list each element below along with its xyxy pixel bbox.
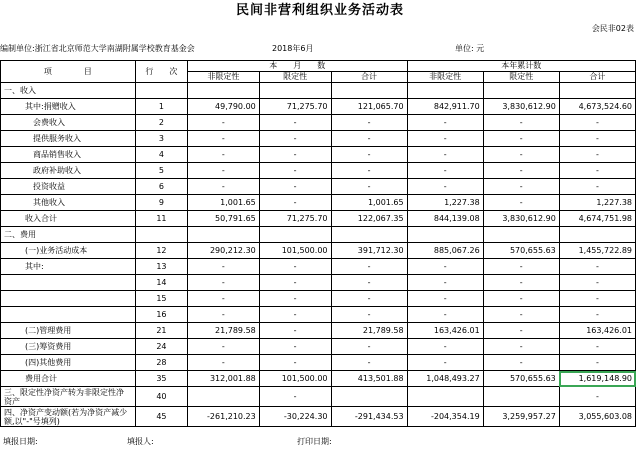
cell-month-unrestricted[interactable]: 21,789.58 (188, 323, 260, 339)
table-row (1, 323, 636, 339)
row-seq: 1 (135, 99, 187, 115)
cell-month-total[interactable]: - (331, 179, 407, 195)
cell-ytd-restricted[interactable]: - (483, 147, 559, 163)
cell-ytd-restricted[interactable] (483, 227, 559, 243)
cell-ytd-restricted[interactable]: - (483, 179, 559, 195)
report-period: 2018年6月 (272, 44, 314, 53)
row-item-label: 二、费用 (1, 227, 136, 243)
cell-month-restricted[interactable]: - (259, 387, 331, 407)
header-ytd-total: 合计 (559, 72, 635, 83)
cell-month-restricted[interactable]: - (259, 339, 331, 355)
cell-month-total[interactable]: 122,067.35 (331, 211, 407, 227)
table-row (1, 371, 636, 387)
form-code: 会民非02表 (591, 24, 634, 33)
cell-ytd-restricted[interactable]: - (483, 323, 559, 339)
cell-month-unrestricted[interactable]: 290,212.30 (188, 243, 260, 259)
cell-ytd-unrestricted[interactable]: 1,227.38 (407, 195, 483, 211)
row-seq: 24 (135, 339, 187, 355)
cell-ytd-total[interactable]: - (559, 163, 635, 179)
row-seq: 5 (135, 163, 187, 179)
cell-ytd-unrestricted[interactable]: - (407, 147, 483, 163)
cell-month-restricted[interactable]: - (259, 259, 331, 275)
cell-month-unrestricted[interactable]: - (188, 163, 260, 179)
cell-ytd-unrestricted[interactable]: - (407, 259, 483, 275)
header-ytd-unrestricted: 非限定性 (407, 72, 483, 83)
cell-ytd-total[interactable] (559, 83, 635, 99)
cell-month-unrestricted[interactable]: -261,210.23 (188, 407, 260, 427)
header-row-1 (1, 61, 636, 72)
table-row (1, 291, 636, 307)
cell-month-total[interactable]: 21,789.58 (331, 323, 407, 339)
cell-ytd-restricted[interactable]: - (483, 307, 559, 323)
cell-ytd-unrestricted[interactable]: - (407, 339, 483, 355)
cell-ytd-total[interactable]: - (559, 179, 635, 195)
cell-month-restricted[interactable]: 101,500.00 (259, 243, 331, 259)
row-seq: 16 (135, 307, 187, 323)
print-date-label: 打印日期: (297, 437, 332, 446)
cell-ytd-restricted[interactable]: - (483, 163, 559, 179)
fill-date-label: 填报日期: (3, 437, 38, 446)
cell-ytd-total[interactable]: 163,426.01 (559, 323, 635, 339)
row-item-label: 政府补助收入 (1, 163, 136, 179)
cell-month-total[interactable]: - (331, 163, 407, 179)
row-item-label: 商品销售收入 (1, 147, 136, 163)
cell-month-total[interactable] (331, 227, 407, 243)
cell-month-restricted[interactable] (259, 227, 331, 243)
row-item-label: (三)筹资费用 (1, 339, 136, 355)
cell-ytd-restricted[interactable]: - (483, 259, 559, 275)
cell-month-restricted[interactable]: - (259, 163, 331, 179)
cell-month-unrestricted[interactable]: - (188, 147, 260, 163)
cell-month-restricted[interactable] (259, 83, 331, 99)
cell-month-total[interactable]: - (331, 147, 407, 163)
row-item-label: 其中:捐赠收入 (1, 99, 136, 115)
row-item-label: 提供服务收入 (1, 131, 136, 147)
cell-ytd-unrestricted[interactable]: 885,067.26 (407, 243, 483, 259)
row-seq: 12 (135, 243, 187, 259)
cell-ytd-restricted[interactable]: - (483, 339, 559, 355)
cell-ytd-total[interactable]: - (559, 387, 635, 407)
row-item-label: 四、净资产变动额(若为净资产减少额,以"-"号填列) (1, 407, 136, 427)
row-seq: 11 (135, 211, 187, 227)
cell-ytd-unrestricted[interactable]: - (407, 179, 483, 195)
cell-ytd-unrestricted[interactable] (407, 83, 483, 99)
header-item: 项 目 (1, 61, 136, 83)
cell-month-restricted[interactable]: - (259, 147, 331, 163)
cell-month-unrestricted[interactable]: 50,791.65 (188, 211, 260, 227)
cell-ytd-restricted[interactable]: - (483, 291, 559, 307)
cell-ytd-unrestricted[interactable]: - (407, 355, 483, 371)
row-item-label: 会费收入 (1, 115, 136, 131)
row-seq: 21 (135, 323, 187, 339)
currency-unit: 单位: 元 (455, 44, 485, 53)
cell-month-unrestricted[interactable]: - (188, 307, 260, 323)
cell-month-unrestricted[interactable]: - (188, 179, 260, 195)
cell-ytd-unrestricted[interactable]: - (407, 307, 483, 323)
cell-ytd-restricted[interactable]: - (483, 275, 559, 291)
row-seq: 4 (135, 147, 187, 163)
table-row (1, 259, 636, 275)
row-seq: 35 (135, 371, 187, 387)
table-row (1, 131, 636, 147)
cell-month-restricted[interactable]: - (259, 355, 331, 371)
cell-month-total[interactable]: -291,434.53 (331, 407, 407, 427)
table-row (1, 115, 636, 131)
table-row (1, 275, 636, 291)
row-seq: 6 (135, 179, 187, 195)
cell-ytd-restricted[interactable]: 3,830,612.90 (483, 211, 559, 227)
cell-month-unrestricted[interactable] (188, 387, 260, 407)
row-item-label: (一)业务活动成本 (1, 243, 136, 259)
cell-month-restricted[interactable]: 101,500.00 (259, 371, 331, 387)
cell-ytd-total[interactable]: 1,619,148.90 (559, 371, 635, 387)
cell-ytd-unrestricted[interactable]: - (407, 291, 483, 307)
cell-ytd-restricted[interactable]: 3,259,957.27 (483, 407, 559, 427)
cell-ytd-unrestricted[interactable]: 842,911.70 (407, 99, 483, 115)
cell-ytd-unrestricted[interactable]: - (407, 163, 483, 179)
cell-ytd-total[interactable]: 4,674,751.98 (559, 211, 635, 227)
cell-month-restricted[interactable]: - (259, 307, 331, 323)
cell-month-unrestricted[interactable]: - (188, 259, 260, 275)
table-row (1, 407, 636, 427)
row-item-label: 三、限定性净资产转为非限定性净资产 (1, 387, 136, 407)
row-seq: 28 (135, 355, 187, 371)
cell-month-total[interactable]: 1,001.65 (331, 195, 407, 211)
cell-ytd-unrestricted[interactable]: 163,426.01 (407, 323, 483, 339)
cell-ytd-restricted[interactable]: 570,655.63 (483, 243, 559, 259)
cell-ytd-total[interactable]: - (559, 259, 635, 275)
table-row (1, 355, 636, 371)
header-month-total: 合计 (331, 72, 407, 83)
cell-month-total[interactable]: - (331, 307, 407, 323)
cell-month-restricted[interactable]: - (259, 195, 331, 211)
cell-ytd-restricted[interactable]: - (483, 131, 559, 147)
table-row (1, 147, 636, 163)
cell-month-total[interactable] (331, 83, 407, 99)
cell-month-unrestricted[interactable]: - (188, 339, 260, 355)
table-row (1, 195, 636, 211)
cell-ytd-restricted[interactable]: 3,830,612.90 (483, 99, 559, 115)
table-row (1, 243, 636, 259)
cell-month-total[interactable]: 413,501.88 (331, 371, 407, 387)
header-ytd: 本年累计数 (407, 61, 635, 72)
row-seq: 14 (135, 275, 187, 291)
row-seq: 15 (135, 291, 187, 307)
row-seq: 40 (135, 387, 187, 407)
row-item-label (1, 291, 136, 307)
cell-ytd-total[interactable]: - (559, 307, 635, 323)
row-seq: 3 (135, 131, 187, 147)
cell-month-total[interactable]: - (331, 259, 407, 275)
table-row (1, 99, 636, 115)
table-row (1, 83, 636, 99)
header-month-restricted: 限定性 (259, 72, 331, 83)
header-this-month: 本 月 数 (188, 61, 408, 72)
cell-month-restricted[interactable]: 71,275.70 (259, 99, 331, 115)
cell-ytd-restricted[interactable] (483, 83, 559, 99)
cell-ytd-total[interactable]: - (559, 291, 635, 307)
report-title: 民间非营利组织业务活动表 (235, 3, 404, 18)
table-row (1, 307, 636, 323)
cell-ytd-total[interactable]: - (559, 131, 635, 147)
cell-ytd-total[interactable]: 4,673,524.60 (559, 99, 635, 115)
row-item-label (1, 275, 136, 291)
row-seq: 2 (135, 115, 187, 131)
cell-ytd-unrestricted[interactable]: - (407, 275, 483, 291)
cell-month-total[interactable]: - (331, 291, 407, 307)
cell-month-restricted[interactable]: - (259, 323, 331, 339)
cell-ytd-unrestricted[interactable]: - (407, 115, 483, 131)
table-row (1, 211, 636, 227)
cell-month-unrestricted[interactable]: - (188, 291, 260, 307)
cell-ytd-unrestricted[interactable]: -204,354.19 (407, 407, 483, 427)
cell-ytd-restricted[interactable] (483, 387, 559, 407)
activity-statement-table (0, 60, 636, 427)
row-seq (135, 227, 187, 243)
cell-month-restricted[interactable]: - (259, 291, 331, 307)
cell-month-unrestricted[interactable]: 49,790.00 (188, 99, 260, 115)
cell-month-unrestricted[interactable]: - (188, 115, 260, 131)
row-seq: 13 (135, 259, 187, 275)
cell-ytd-unrestricted[interactable]: - (407, 131, 483, 147)
cell-ytd-restricted[interactable]: - (483, 195, 559, 211)
reporting-unit: 编制单位:浙江省北京师范大学南湖附属学校教育基金会 (0, 44, 195, 53)
row-item-label: 一、收入 (1, 83, 136, 99)
cell-ytd-total[interactable]: 1,227.38 (559, 195, 635, 211)
row-item-label: (二)管理费用 (1, 323, 136, 339)
cell-ytd-unrestricted[interactable] (407, 227, 483, 243)
row-seq (135, 83, 187, 99)
header-ytd-restricted: 限定性 (483, 72, 559, 83)
row-item-label: 其中: (1, 259, 136, 275)
cell-month-unrestricted[interactable]: - (188, 275, 260, 291)
row-item-label: 收入合计 (1, 211, 136, 227)
cell-ytd-unrestricted[interactable]: 844,139.08 (407, 211, 483, 227)
cell-month-total[interactable]: 391,712.30 (331, 243, 407, 259)
row-item-label: 费用合计 (1, 371, 136, 387)
cell-ytd-restricted[interactable]: 570,655.63 (483, 371, 559, 387)
cell-month-total[interactable]: - (331, 115, 407, 131)
row-seq: 45 (135, 407, 187, 427)
row-item-label: 其他收入 (1, 195, 136, 211)
cell-month-total[interactable]: - (331, 339, 407, 355)
cell-month-restricted[interactable]: - (259, 179, 331, 195)
cell-ytd-unrestricted[interactable]: 1,048,493.27 (407, 371, 483, 387)
table-row (1, 339, 636, 355)
table-row (1, 179, 636, 195)
cell-month-total[interactable]: - (331, 131, 407, 147)
cell-month-unrestricted[interactable] (188, 83, 260, 99)
header-month-unrestricted: 非限定性 (188, 72, 260, 83)
cell-month-total[interactable]: - (331, 355, 407, 371)
cell-month-restricted[interactable]: - (259, 275, 331, 291)
cell-month-restricted[interactable]: - (259, 115, 331, 131)
row-seq: 9 (135, 195, 187, 211)
table-row (1, 227, 636, 243)
report-footer (0, 436, 636, 448)
row-item-label (1, 307, 136, 323)
cell-month-unrestricted[interactable]: - (188, 131, 260, 147)
cell-month-total[interactable]: - (331, 275, 407, 291)
cell-ytd-total[interactable]: - (559, 147, 635, 163)
cell-month-restricted[interactable]: 71,275.70 (259, 211, 331, 227)
cell-ytd-total[interactable]: - (559, 275, 635, 291)
cell-month-total[interactable] (331, 387, 407, 407)
cell-ytd-total[interactable]: - (559, 355, 635, 371)
cell-month-unrestricted[interactable]: 1,001.65 (188, 195, 260, 211)
cell-ytd-restricted[interactable]: - (483, 115, 559, 131)
cell-ytd-restricted[interactable]: - (483, 355, 559, 371)
cell-month-unrestricted[interactable]: 312,001.88 (188, 371, 260, 387)
cell-ytd-total[interactable]: - (559, 339, 635, 355)
cell-month-unrestricted[interactable]: - (188, 355, 260, 371)
cell-month-restricted[interactable]: -30,224.30 (259, 407, 331, 427)
row-item-label: (四)其他费用 (1, 355, 136, 371)
table-row (1, 163, 636, 179)
filler-label: 填报人: (127, 437, 154, 446)
cell-ytd-total[interactable] (559, 227, 635, 243)
header-seq: 行 次 (135, 61, 187, 83)
cell-ytd-total[interactable]: 3,055,603.08 (559, 407, 635, 427)
cell-ytd-total[interactable]: - (559, 115, 635, 131)
cell-ytd-total[interactable]: 1,455,722.89 (559, 243, 635, 259)
row-item-label: 投资收益 (1, 179, 136, 195)
cell-month-total[interactable]: 121,065.70 (331, 99, 407, 115)
table-row (1, 387, 636, 407)
cell-month-unrestricted[interactable] (188, 227, 260, 243)
cell-ytd-unrestricted[interactable] (407, 387, 483, 407)
cell-month-restricted[interactable]: - (259, 131, 331, 147)
